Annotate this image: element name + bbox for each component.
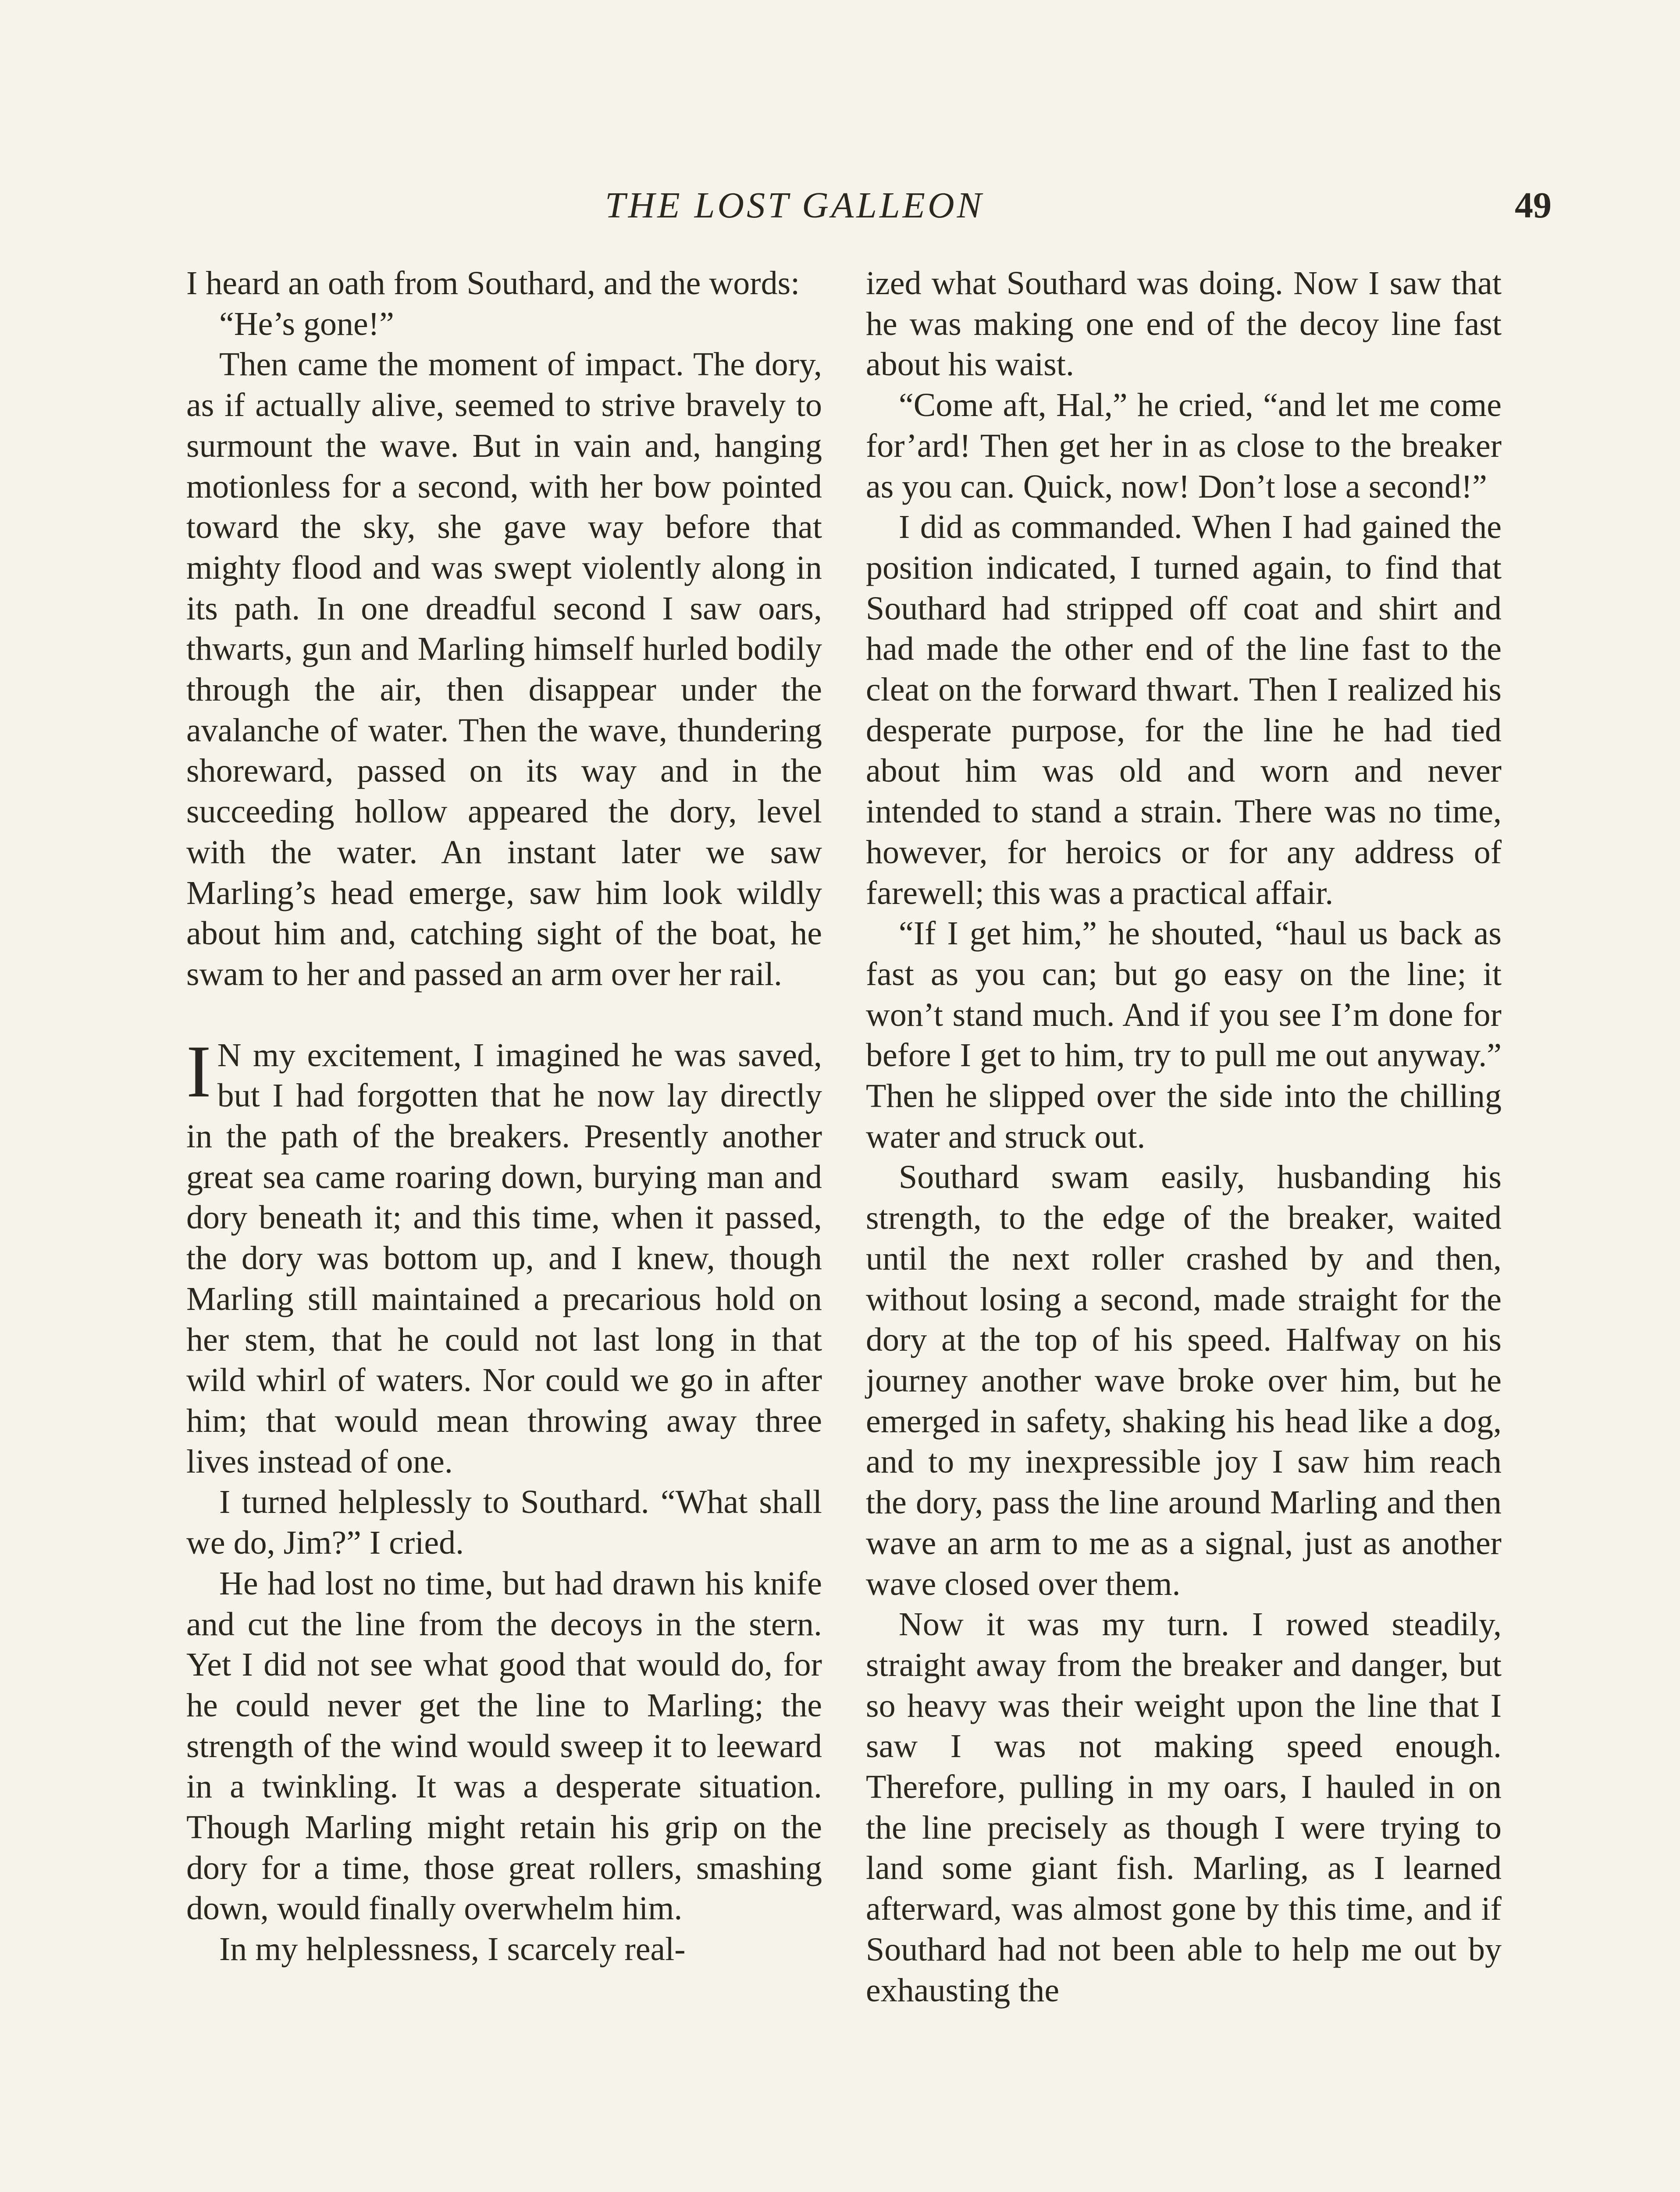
paragraph: ized what Southard was doing. Now I saw that he was making one end of the decoy line fast about his waist. bbox=[866, 265, 1502, 383]
paragraph: Southard swam easily, husbanding his strength, to the edge of the breaker, waited until the next roller crashed by and then, without losing a second, made straight for the dory at the top of his speed. Halfway on his journey another wave broke over him, but he emerged in safety, shaking his head like a dog, and to my inexpressible joy I saw him reach the dory, pass the line around Marling and then wave an arm to me as a signal, just as another wave closed over them. bbox=[866, 1159, 1502, 1602]
paragraph-text: N my excitement, I imagined he was saved, but I had forgotten that he now lay directly in the path of the breakers. Presently another great sea came roaring down, burying man and dory beneath it; and this time, when it passed, the dory was bottom up, and I knew, though Marling still maintained a precarious hold on her stem, that he could not last long in that wild whirl of waters. Nor could we go in after him; that would mean throwing away three lives instead of one. bbox=[186, 1036, 822, 1480]
paragraph: I turned helplessly to Southard. “What shall we do, Jim?” I cried. bbox=[186, 1484, 822, 1562]
section-opening-paragraph bbox=[186, 1030, 822, 1482]
drop-cap: I bbox=[186, 1030, 211, 1113]
paragraph: He had lost no time, but had drawn his knife and cut the line from the decoys in the stern. Yet I did not see what good that would do, for he could never get the line to Marling; the strength of the wind would sweep it to leeward in a twinkling. It was a desperate situation. Though Marling might retain his grip on the dory for a time, those great rollers, smashing down, would finally overwhelm him. bbox=[186, 1565, 822, 1927]
running-title: THE LOST GALLEON bbox=[605, 185, 984, 226]
paragraph: I did as commanded. When I had gained the position indicated, I turned again, to find that Southard had stripped off coat and shirt and had made the other end of the line fast to the cleat on the forward thwart. Then I realized his desperate purpose, for the line he had tied about him was old and worn and never intended to stand a strain. There was no time, however, for heroics or for any address of farewell; this was a practical affair. bbox=[866, 509, 1502, 911]
left-column bbox=[186, 263, 822, 1970]
paragraph: Then came the moment of impact. The dory, as if actually alive, seemed to strive bravely to surmount the wave. But in vain and, hanging motionless for a second, with her bow pointed toward the sky, she gave way before that mighty flood and was swept violently along in its path. In one dreadful second I saw oars, thwarts, gun and Marling himself hurled bodily through the air, then disappear under the avalanche of water. Then the wave, thundering shoreward, passed on its way and in the succeeding hollow appeared the dory, level with the water. An instant later we saw Marling’s head emerge, saw him look wildly about him and, catching sight of the boat, he swam to her and passed an arm over her rail. bbox=[186, 346, 822, 993]
paragraph: “He’s gone!” bbox=[219, 305, 394, 342]
paragraph: “Come aft, Hal,” he cried, “and let me come for’ard! Then get her in as close to the breaker as you can. Quick, now! Don’t lose a second!” bbox=[866, 387, 1502, 505]
paragraph: I heard an oath from Southard, and the words: bbox=[186, 265, 800, 302]
paragraph: Now it was my turn. I rowed steadily, straight away from the breaker and danger, but so heavy was their weight upon the line that I saw I was not making speed enough. Therefore, pulling in my oars, I hauled in on the line precisely as though I were trying to land some giant fish. Marling, as I learned afterward, was almost gone by this time, and if Southard had not been able to help me out by exhausting the bbox=[866, 1606, 1502, 2009]
running-head bbox=[0, 184, 1680, 232]
page-number: 49 bbox=[1515, 185, 1552, 226]
paragraph: “If I get him,” he shouted, “haul us back as fast as you can; but go easy on the line; it won’t stand much. And if you see I’m done for before I get to him, try to pull me out anyway.” Then he slipped over the side into the chilling water and struck out. bbox=[866, 915, 1502, 1155]
paragraph: In my helplessness, I scarcely real- bbox=[219, 1931, 686, 1968]
right-column bbox=[866, 263, 1502, 2011]
